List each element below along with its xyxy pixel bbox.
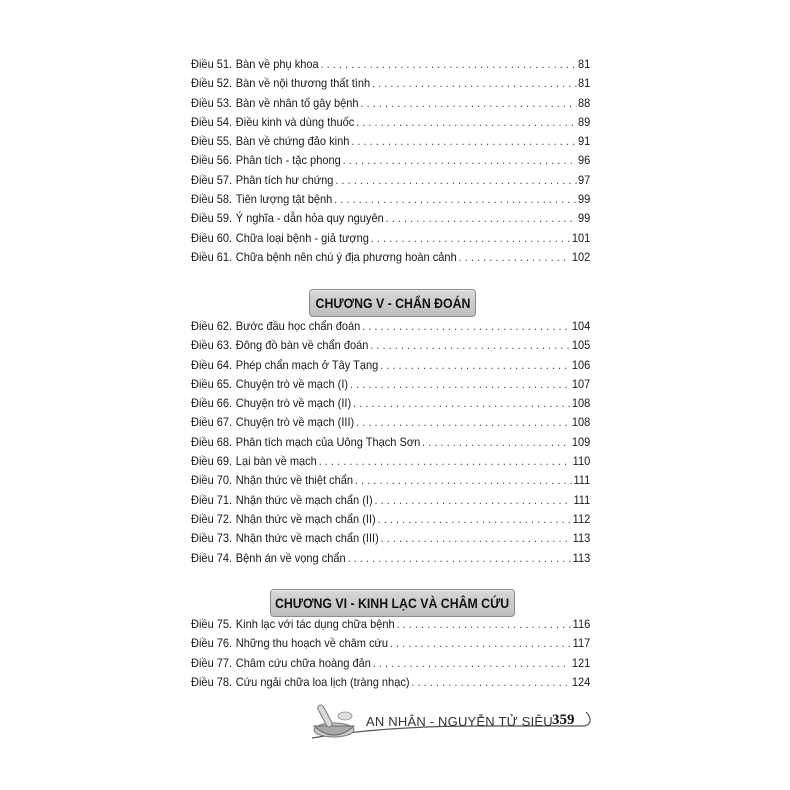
toc-entry-title: Ý nghĩa - dẫn hỏa quy nguyên [235,211,384,226]
toc-entry-leader [380,356,570,375]
toc-entry-title: Kinh lạc với tác dụng chữa bệnh [235,617,395,631]
toc-entry-number: Điều 54. [191,114,233,129]
toc-entry-page: 111 [573,473,591,488]
toc-entry-page: 117 [572,636,591,651]
toc-entry-title: Bước đầu học chẩn đoán [235,319,361,333]
toc-entry-leader [356,113,576,132]
toc-entry-leader [378,510,571,529]
toc-entry [191,375,590,394]
toc-entry-leader [381,529,571,548]
toc-entry-number: Điều 65. [191,376,233,391]
toc-entry [191,471,590,490]
toc-entry-page: 101 [571,230,591,245]
toc-entry-page: 113 [572,550,591,565]
toc-entry [191,171,590,190]
toc-entry-title: Cứu ngải chữa loa lịch (tràng nhạc) [235,674,410,689]
toc-entry-page: 102 [571,249,591,264]
toc-entry-title: Bàn về phụ khoa [235,57,319,71]
toc-entry-page: 96 [577,153,591,168]
toc-entry [191,394,590,413]
toc-entry-page: 105 [571,338,591,353]
toc-entry-leader [343,151,577,170]
toc-entry-leader [355,471,572,490]
toc-entry-number: Điều 55. [191,134,233,149]
toc-entry-leader [319,452,571,471]
toc-entry-number: Điều 70. [191,473,233,488]
toc-entry-number: Điều 72. [191,511,233,526]
toc-entry-leader [459,248,570,267]
toc-entry-page: 106 [571,357,591,372]
toc-entry-title: Châm cứu chữa hoàng đản [235,655,371,670]
toc-entry-page: 81 [577,57,591,71]
toc-entry-title: Bàn về chứng đảo kinh [235,134,350,149]
toc-entry [191,452,590,471]
toc-entry-leader [373,654,570,673]
toc-entry-number: Điều 73. [191,531,233,546]
toc-entry [191,336,590,355]
toc-entry-number: Điều 78. [191,674,233,689]
toc-entry-page: 112 [572,511,591,526]
toc-entry-title: Phân tích mạch của Uông Thạch Sơn [235,434,421,449]
toc-entry-page: 109 [571,434,591,449]
toc-entry-page: 111 [573,492,591,507]
toc-entry-number: Điều 62. [191,319,233,333]
toc-entry-leader [422,433,570,452]
toc-entry-page: 108 [571,415,591,430]
toc-entry [191,190,590,209]
toc-entry [191,132,590,151]
toc-entry-leader [372,74,576,93]
toc-entry-leader [362,317,570,336]
chapter-heading-vi-text: CHƯƠNG VI - KINH LẠC VÀ CHÂM CỨU [275,595,510,611]
toc-entry [191,248,590,267]
toc-entry [191,634,590,653]
toc-entry-title: Chuyện trò về mạch (III) [235,415,355,430]
toc-entry-title: Phép chẩn mạch ở Tây Tạng [235,357,379,372]
toc-entry-leader [370,336,570,355]
toc-entry [191,74,590,93]
toc-entry-number: Điều 64. [191,357,233,372]
toc-entry-page: 121 [571,655,591,670]
toc-entry-page: 88 [577,95,591,110]
toc-entry-title: Lại bàn về mạch [235,454,317,469]
toc-entry-title: Phân tích hư chứng [235,172,334,187]
toc-section-2 [191,317,590,568]
toc-entry-title: Nhận thức về mạch chẩn (III) [235,531,379,546]
toc-entry-title: Bệnh án về vọng chẩn [235,550,346,565]
toc-section-1 [191,55,590,267]
toc-entry [191,549,590,568]
toc-entry-number: Điều 61. [191,249,233,264]
toc-entry-leader [386,209,577,228]
toc-entry [191,229,590,248]
mortar-and-pestle-icon [314,704,354,737]
toc-entry-title: Nhận thức về thiệt chẩn [235,473,354,488]
toc-entry [191,491,590,510]
toc-entry-leader [411,673,570,692]
toc-entry-number: Điều 51. [191,57,233,71]
toc-entry-leader [335,171,576,190]
toc-entry-page: 116 [572,617,591,631]
toc-entry-leader [321,55,577,74]
toc-entry-title: Bàn về nhân tố gây bệnh [235,95,359,110]
toc-entry-page: 107 [571,376,591,391]
toc-entry [191,433,590,452]
toc-entry-title: Điều kinh và dùng thuốc [235,114,355,129]
toc-entry [191,151,590,170]
toc-entry-page: 108 [571,396,591,411]
toc-entry [191,55,590,74]
toc-entry-number: Điều 71. [191,492,233,507]
toc-entry [191,510,590,529]
toc-entry-title: Nhận thức về mạch chẩn (I) [235,492,373,507]
toc-entry-page: 97 [577,172,591,187]
toc-entry-number: Điều 67. [191,415,233,430]
toc-entry-number: Điều 77. [191,655,233,670]
toc-entry [191,209,590,228]
toc-entry-title: Tiên lượng tật bệnh [235,192,333,207]
toc-entry [191,413,590,432]
footer-page-number: 359 [552,712,575,728]
toc-entry-title: Chữa bệnh nên chú ý địa phương hoàn cảnh [235,249,457,264]
toc-entry-leader [390,634,571,653]
toc-entry-number: Điều 68. [191,434,233,449]
toc-entry-number: Điều 69. [191,454,233,469]
chapter-heading-v-text: CHƯƠNG V - CHẨN ĐOÁN [315,295,470,311]
toc-entry-leader [334,190,576,209]
toc-entry-number: Điều 58. [191,192,233,207]
toc-entry-leader [348,549,571,568]
toc-entry [191,654,590,673]
toc-entry-page: 81 [577,76,591,91]
toc-entry-leader [375,491,572,510]
toc-entry [191,615,590,634]
toc-entry-leader [397,615,571,634]
toc-entry-number: Điều 74. [191,550,233,565]
toc-entry-number: Điều 56. [191,153,233,168]
toc-entry-title: Những thu hoạch về châm cứu [235,636,389,651]
toc-entry-page: 110 [572,454,591,469]
footer-author: AN NHÂN - NGUYỄN TỬ SIÊU [366,714,553,729]
toc-entry [191,529,590,548]
toc-entry-leader [350,375,570,394]
toc-entry [191,673,590,692]
toc-entry-leader [353,394,570,413]
page-footer [300,700,600,744]
toc-entry-title: Phân tích - tặc phong [235,153,341,168]
toc-entry-number: Điều 53. [191,95,233,110]
toc-entry-title: Chuyện trò về mạch (I) [235,376,349,391]
toc-entry-page: 99 [577,211,591,226]
toc-entry-page: 104 [571,319,591,333]
toc-entry-page: 99 [577,192,591,207]
toc-entry-leader [356,413,570,432]
toc-entry [191,356,590,375]
toc-entry-number: Điều 66. [191,396,233,411]
toc-entry-number: Điều 63. [191,338,233,353]
toc-entry [191,94,590,113]
toc-entry-number: Điều 52. [191,76,233,91]
toc-entry-number: Điều 59. [191,211,233,226]
toc-entry-title: Chuyện trò về mạch (II) [235,396,352,411]
toc-entry-title: Nhận thức về mạch chẩn (II) [235,511,376,526]
toc-entry-number: Điều 76. [191,636,233,651]
toc-entry-page: 124 [571,674,591,689]
chapter-heading-v [309,289,476,317]
toc-entry-leader [360,94,576,113]
toc-entry-title: Đông đồ bàn về chẩn đoán [235,338,369,353]
toc-section-3 [191,615,590,692]
toc-entry-title: Bàn về nội thương thất tình [235,76,371,91]
toc-entry-leader [351,132,576,151]
toc-entry-leader [371,229,570,248]
chapter-heading-vi [270,589,515,617]
toc-entry [191,113,590,132]
toc-entry-number: Điều 57. [191,172,233,187]
toc-entry-page: 113 [572,531,591,546]
toc-entry-number: Điều 60. [191,230,233,245]
toc-entry-title: Chữa loại bệnh - giả tượng [235,230,369,245]
toc-entry-number: Điều 75. [191,617,233,631]
toc-entry [191,317,590,336]
toc-entry-page: 89 [577,114,591,129]
toc-entry-page: 91 [577,134,591,149]
